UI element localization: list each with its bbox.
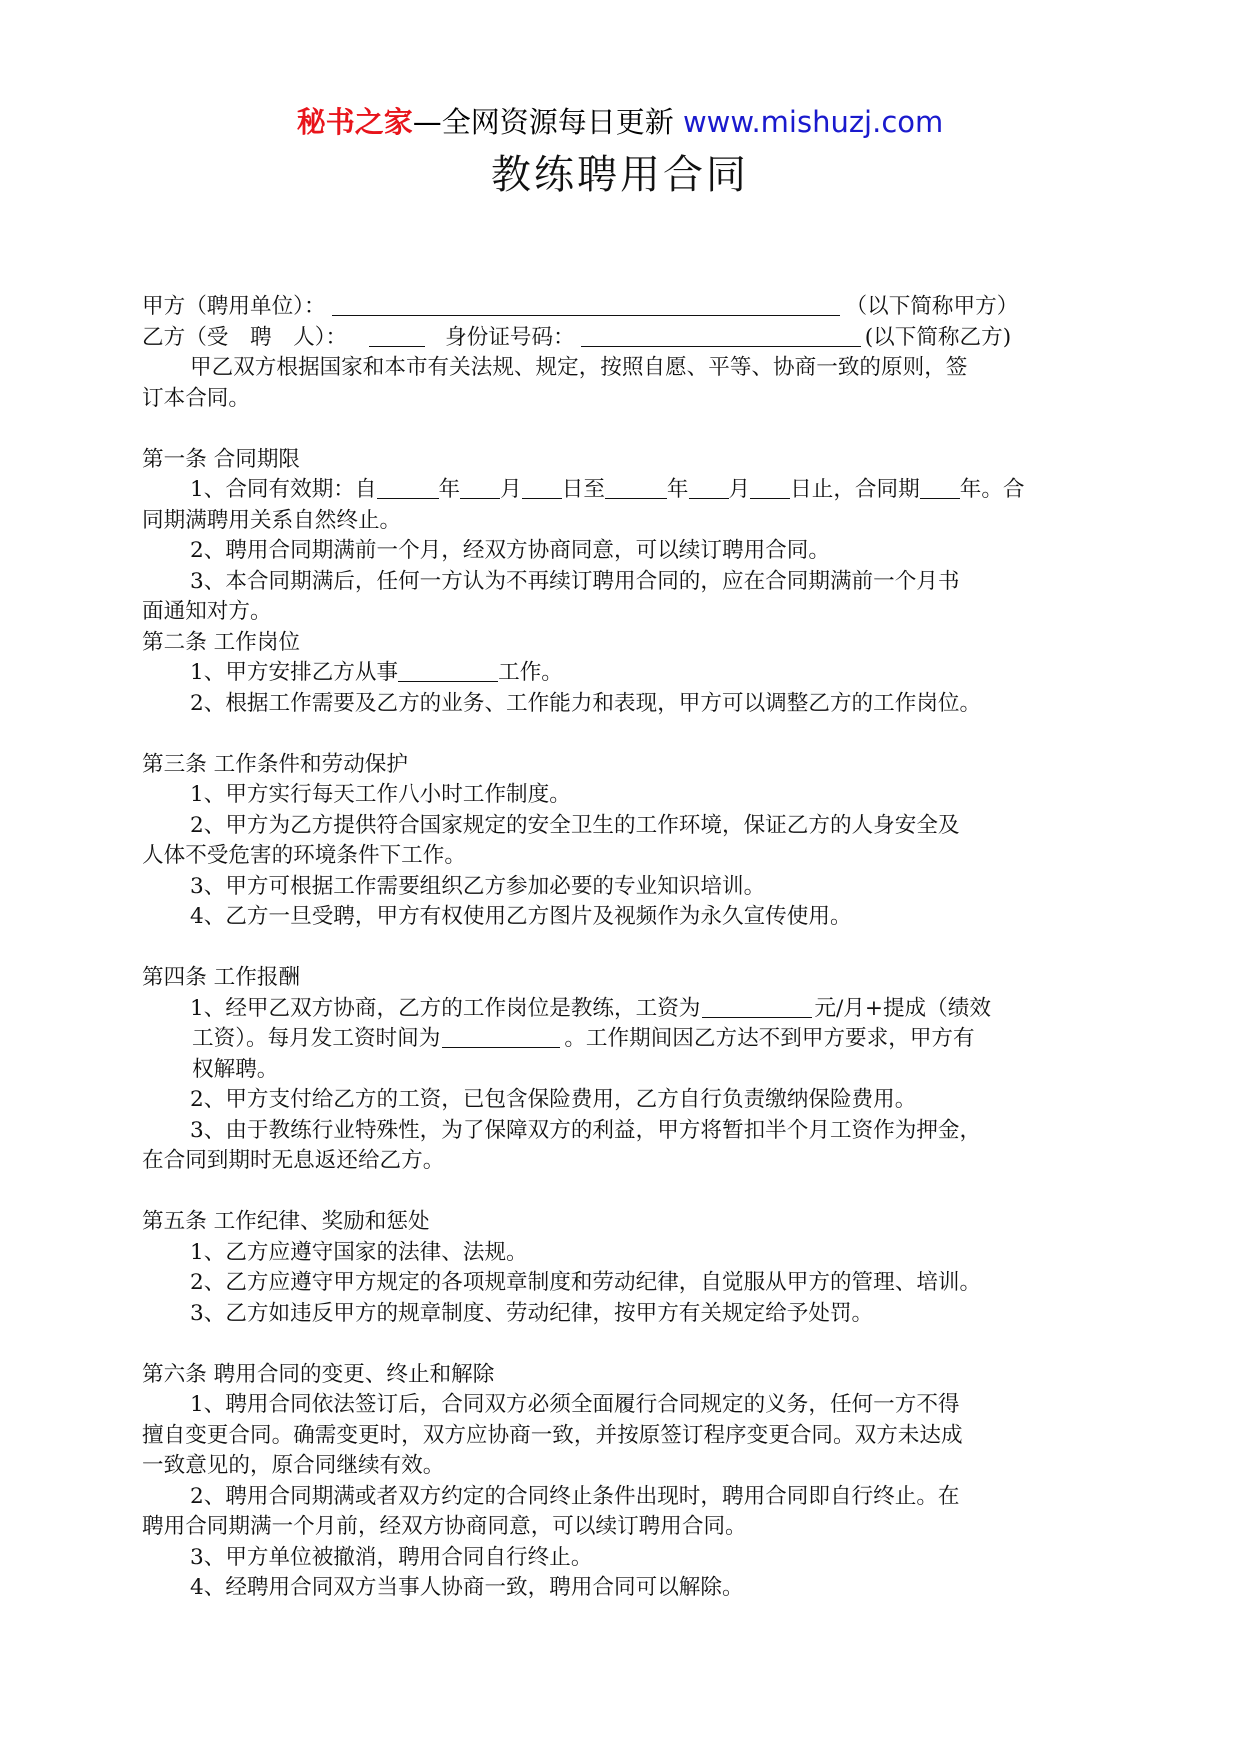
article-2-heading: 第二条 工作岗位 <box>142 629 301 655</box>
job-blank[interactable] <box>398 659 498 682</box>
article-4-heading: 第四条 工作报酬 <box>142 965 301 990</box>
id-number-label: 身份证号码： <box>445 324 575 350</box>
article-6-heading: 第六条 聘用合同的变更、终止和解除 <box>142 1361 495 1387</box>
article-6-clause-4: 4、经聘用合同双方当事人协商一致，聘用合同可以解除。 <box>190 1575 744 1600</box>
id-number-blank[interactable] <box>581 324 861 347</box>
article-6-clause-2-cont: 聘用合同期满一个月前，经双方协商同意，可以续订聘用合同。 <box>142 1514 747 1539</box>
site-banner <box>0 104 1240 140</box>
party-b-label: 乙方（受 聘 人）： <box>142 324 348 350</box>
article-5-clause-3: 3、乙方如违反甲方的规章制度、劳动纪律，按甲方有关规定给予处罚。 <box>190 1300 874 1326</box>
year-label: 年 <box>438 477 461 502</box>
article-4-clause-1-cont2: 权解聘。 <box>192 1056 279 1082</box>
article-6-clause-3: 3、甲方单位被撤消，聘用合同自行终止。 <box>190 1544 593 1570</box>
day-end-label: 日止，合同期 <box>790 477 920 502</box>
intro-line-2: 订本合同。 <box>142 385 250 411</box>
party-a-blank[interactable] <box>332 293 840 316</box>
article-6-clause-2: 2、聘用合同期满或者双方约定的合同终止条件出现时，聘用合同即自行终止。在 <box>190 1483 960 1509</box>
term-years-blank[interactable] <box>920 476 960 499</box>
article-3-clause-2-cont: 人体不受危害的环境条件下工作。 <box>142 843 466 868</box>
spacer <box>142 719 1100 750</box>
party-b-suffix: (以下简称乙方) <box>864 324 1012 350</box>
banner-brand: 秘书之家 <box>296 105 413 139</box>
clause-text: 1、合同有效期：自 <box>190 477 377 502</box>
article-3-clause-3: 3、甲方可根据工作需要组织乙方参加必要的专业知识培训。 <box>190 873 766 899</box>
party-a-line <box>142 292 1100 323</box>
month-label: 月 <box>728 477 751 502</box>
spacer <box>142 933 1100 964</box>
end-day-blank[interactable] <box>750 476 790 499</box>
article-1-clause-1-cont: 同期满聘用关系自然终止。 <box>142 507 402 533</box>
article-5-clause-2: 2、乙方应遵守甲方规定的各项规章制度和劳动纪律，自觉服从甲方的管理、培训。 <box>190 1270 982 1295</box>
payday-blank[interactable] <box>442 1025 560 1048</box>
party-a-suffix: （以下简称甲方） <box>845 294 1019 319</box>
article-6-clause-1-cont: 擅自变更合同。确需变更时，双方应协商一致，并按原签订程序变更合同。双方未达成 <box>142 1422 963 1448</box>
clause-tail: 年。合 <box>959 477 1025 502</box>
article-1-clause-3: 3、本合同期满后，任何一方认为不再续订聘用合同的，应在合同期满前一个月书 <box>190 568 960 594</box>
clause-text: 1、甲方安排乙方从事 <box>190 660 399 685</box>
article-4-clause-3-cont: 在合同到期时无息返还给乙方。 <box>142 1148 445 1173</box>
start-month-blank[interactable] <box>460 476 500 499</box>
start-year-blank[interactable] <box>377 476 439 499</box>
article-4-clause-3: 3、由于教练行业特殊性，为了保障双方的利益，甲方将暂扣半个月工资作为押金， <box>190 1117 982 1143</box>
end-year-blank[interactable] <box>605 476 667 499</box>
article-3-heading: 第三条 工作条件和劳动保护 <box>142 751 408 777</box>
article-4-clause-2: 2、甲方支付给乙方的工资，已包含保险费用，乙方自行负责缴纳保险费用。 <box>190 1087 917 1112</box>
article-6-clause-1: 1、聘用合同依法签订后，合同双方必须全面履行合同规定的义务，任何一方不得 <box>190 1392 960 1417</box>
article-3-clause-1: 1、甲方实行每天工作八小时工作制度。 <box>190 782 571 807</box>
clause-text: 1、经甲乙双方协商，乙方的工作岗位是教练，工资为 <box>190 995 701 1021</box>
clause-tail: 元/月+提成（绩效 <box>814 995 991 1021</box>
banner-url[interactable]: www.mishuzj.com <box>682 105 944 139</box>
clause-text: 工资）。每月发工资时间为 <box>192 1026 441 1051</box>
clause-tail: 。工作期间因乙方达不到甲方要求，甲方有 <box>564 1026 975 1051</box>
article-2-clause-2: 2、根据工作需要及乙方的业务、工作能力和表现，甲方可以调整乙方的工作岗位。 <box>190 690 982 716</box>
article-1-clause-1 <box>142 475 1100 506</box>
party-b-line <box>142 323 1100 354</box>
article-4-clause-1-cont <box>142 1024 1100 1055</box>
month-label: 月 <box>500 477 522 502</box>
clause-tail: 工作。 <box>498 660 563 685</box>
spacer <box>142 1329 1100 1360</box>
article-1-clause-2: 2、聘用合同期满前一个月，经双方协商同意，可以续订聘用合同。 <box>190 538 830 563</box>
document-title: 教练聘用合同 <box>491 152 749 198</box>
intro-line-1: 甲乙双方根据国家和本市有关法规、规定，按照自愿、平等、协商一致的原则，签 <box>190 355 968 380</box>
spacer <box>142 414 1100 445</box>
article-6-clause-1-cont2: 一致意见的，原合同继续有效。 <box>142 1453 445 1478</box>
party-a-label: 甲方（聘用单位）： <box>142 294 326 319</box>
article-2-clause-1 <box>142 658 1100 689</box>
article-1-heading: 第一条 合同期限 <box>142 446 301 472</box>
article-1-clause-3-cont: 面通知对方。 <box>142 599 272 624</box>
article-3-clause-4: 4、乙方一旦受聘，甲方有权使用乙方图片及视频作为永久宣传使用。 <box>190 904 852 929</box>
year-label: 年 <box>666 477 689 502</box>
party-b-name-blank[interactable] <box>369 324 425 347</box>
contract-body <box>142 292 1100 1604</box>
start-day-blank[interactable] <box>522 476 562 499</box>
article-4-clause-1 <box>142 994 1100 1025</box>
article-5-heading: 第五条 工作纪律、奖励和惩处 <box>142 1209 430 1234</box>
spacer <box>142 1177 1100 1208</box>
article-5-clause-1: 1、乙方应遵守国家的法律、法规。 <box>190 1239 528 1265</box>
salary-blank[interactable] <box>702 995 812 1018</box>
article-3-clause-2: 2、甲方为乙方提供符合国家规定的安全卫生的工作环境，保证乙方的人身安全及 <box>190 812 960 838</box>
end-month-blank[interactable] <box>689 476 729 499</box>
banner-slogan: —全网资源每日更新 <box>412 105 674 139</box>
day-to-label: 日至 <box>561 477 605 502</box>
